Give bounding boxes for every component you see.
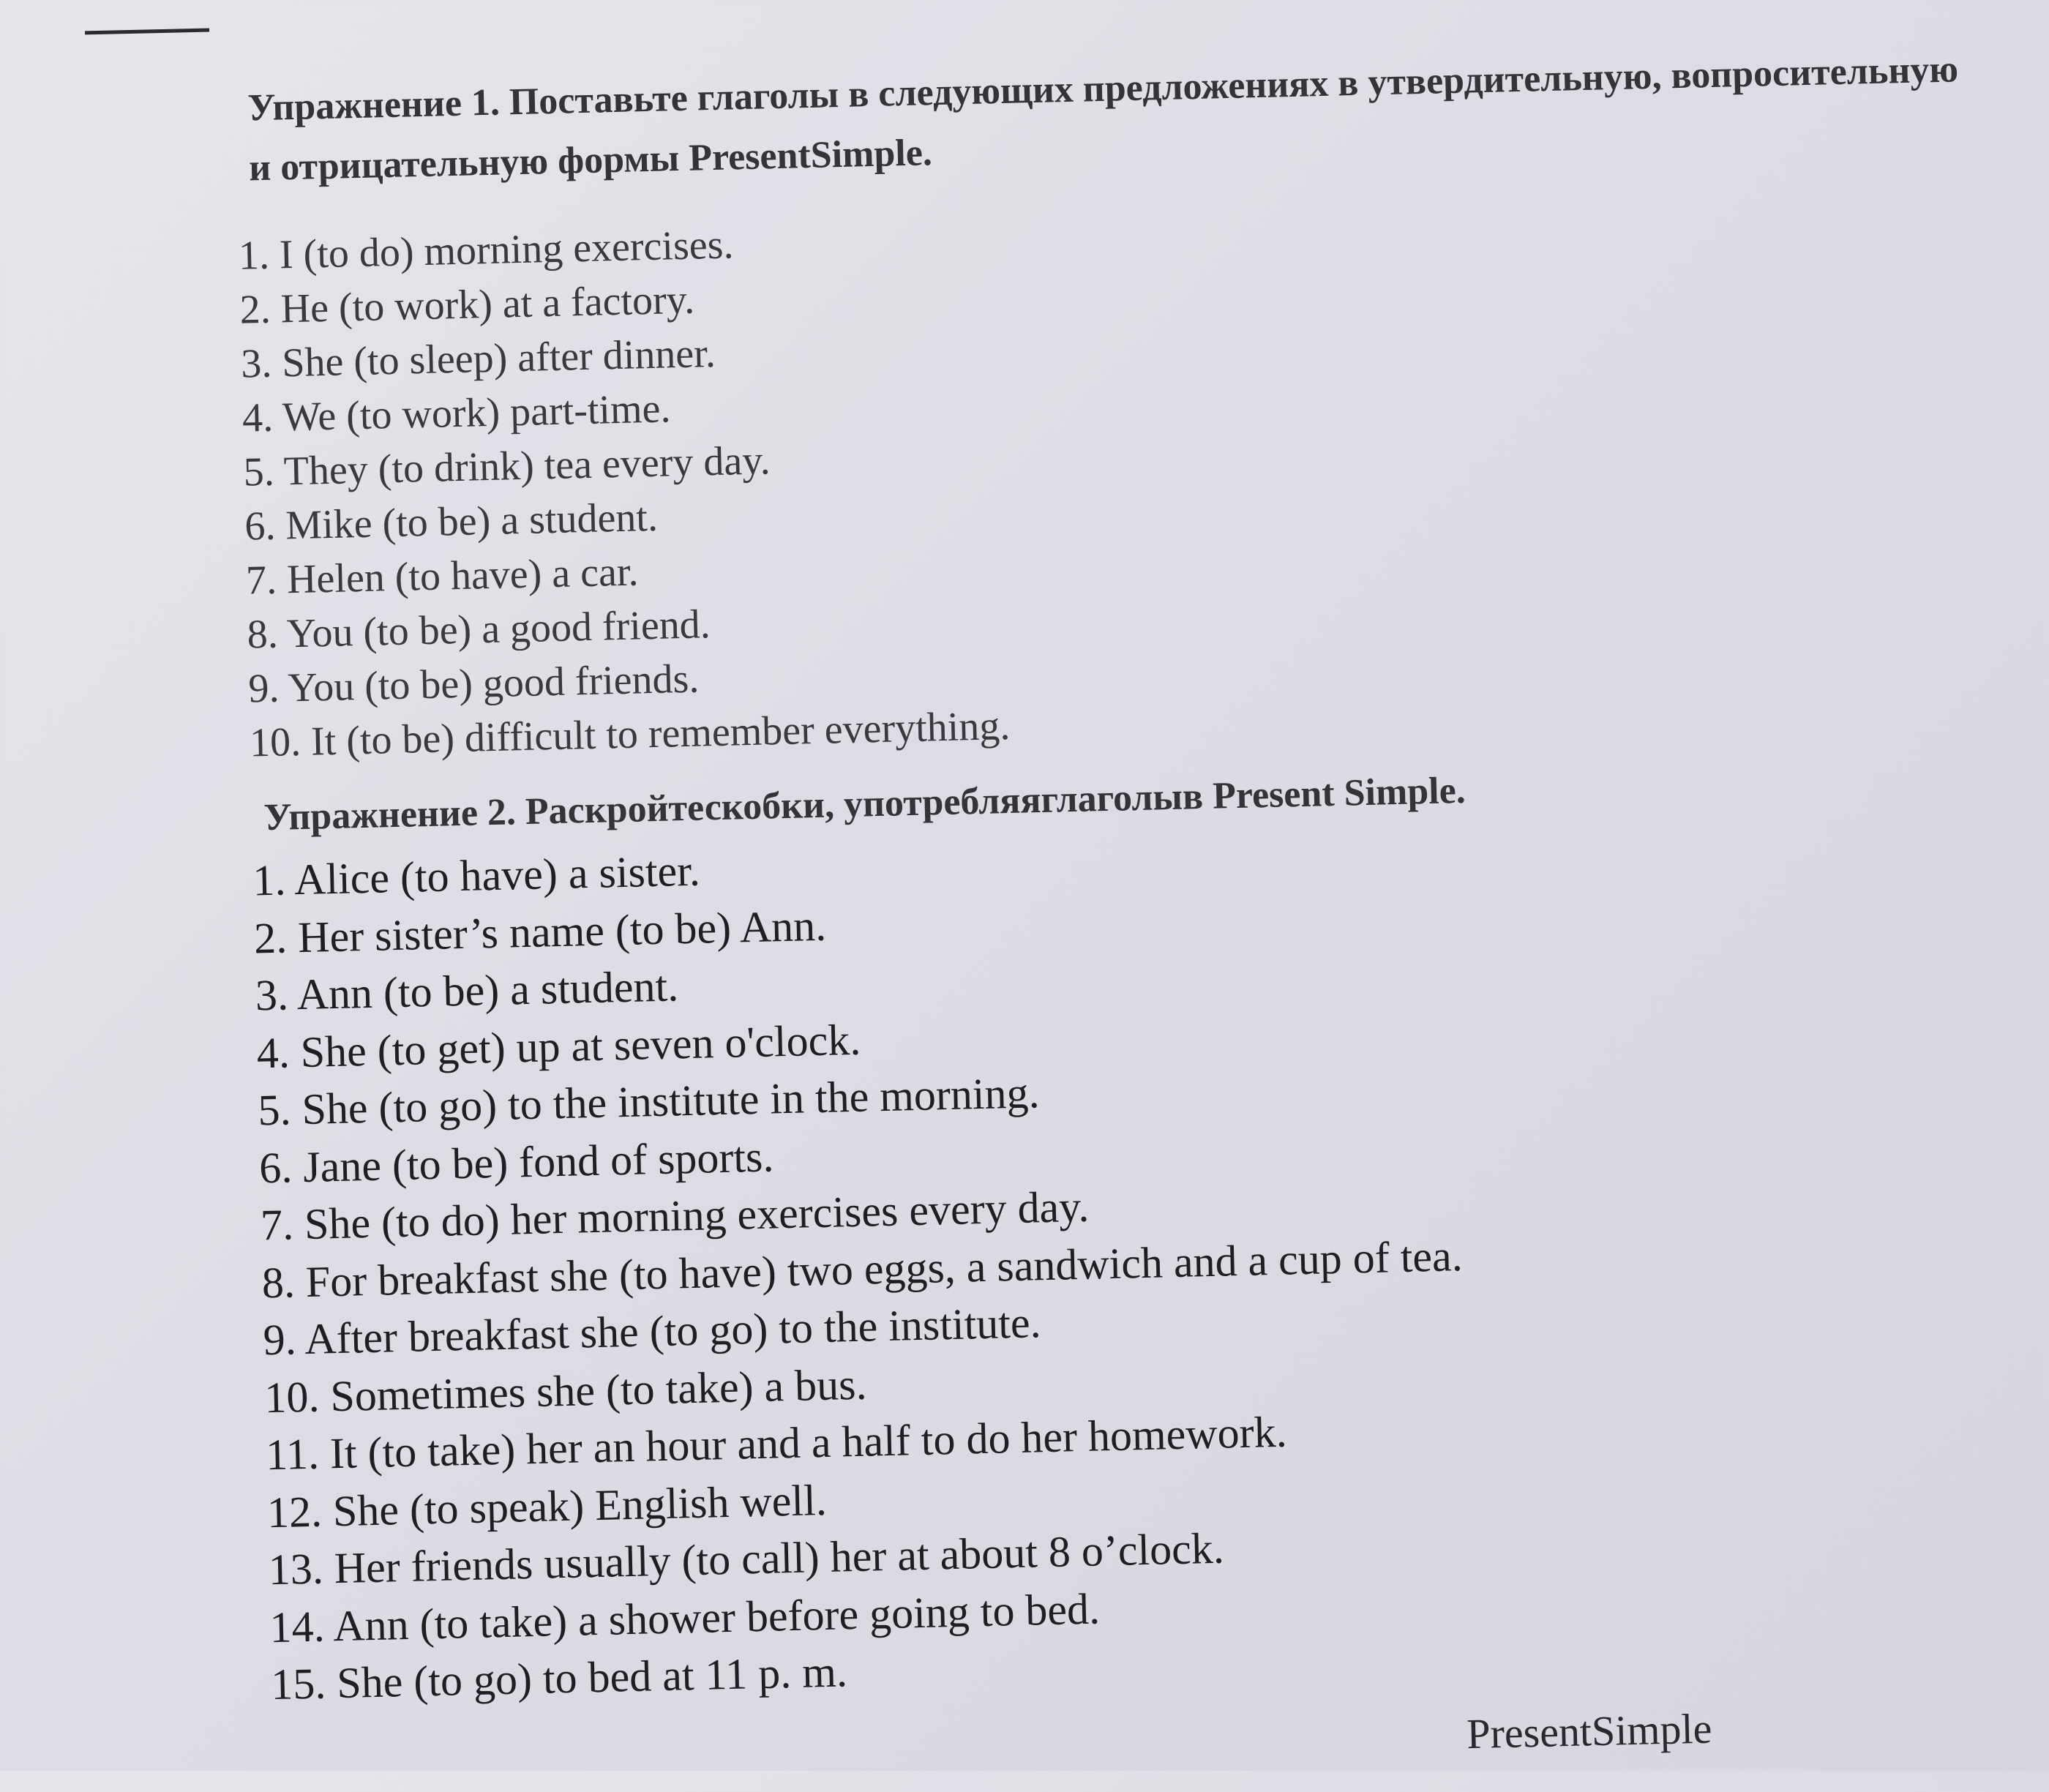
exercise-1-item: 10. It (to be) difficult to remember everything.	[249, 702, 1011, 766]
exercise-2-item: 7. She (to do) her morning exercises every day.	[260, 1182, 1090, 1250]
exercise-1-item: 4. We (to work) part-time.	[241, 386, 672, 441]
exercise-2-item: 13. Her friends usually (to call) her at about 8 o’clock.	[268, 1523, 1225, 1594]
exercise-1-item: 6. Mike (to be) a student.	[244, 494, 659, 550]
exercise-2-item: 8. For breakfast she (to have) two eggs, a sandwich and a cup of tea.	[261, 1231, 1464, 1307]
exercise-2-item: 5. She (to go) to the institute in the morning.	[257, 1068, 1041, 1135]
exercise-2-item: 4. She (to get) up at seven o'clock.	[255, 1015, 861, 1077]
exercise-2-item: 1. Alice (to have) a sister.	[252, 846, 701, 905]
exercise-2-item: 11. It (to take) her an hour and a half to do her homework.	[265, 1407, 1288, 1480]
exercise-2-heading: Упражнение 2. Раскройтескобки, употребляяглаголыв Present Simple.	[263, 769, 1466, 839]
exercise-2-item: 12. She (to speak) English well.	[266, 1475, 828, 1537]
exercise-1-item: 9. You (to be) good friends.	[247, 656, 700, 712]
exercise-2-item: 15. She (to go) to bed at 11 p. m.	[270, 1647, 848, 1709]
exercise-1-item: 1. I (to do) morning exercises.	[238, 222, 735, 279]
exercise-2-item: 2. Her sister’s name (to be) Ann.	[253, 901, 827, 962]
exercise-2-list	[252, 825, 1472, 1713]
exercise-1-item: 3. She (to sleep) after dinner.	[240, 330, 716, 387]
exercise-2-item: 3. Ann (to be) a student.	[255, 961, 679, 1020]
exercise-2-item: 14. Ann (to take) a shower before going to bed.	[269, 1583, 1101, 1652]
exercise-1-list	[238, 211, 1011, 770]
exercise-1-item: 2. He (to work) at a factory.	[239, 277, 695, 333]
exercise-2-item: 9. After breakfast she (to go) to the institute.	[262, 1298, 1042, 1365]
exercise-1-heading: Упражнение 1. Поставьте глаголы в следующих предложениях в утвердительную, вопросительную и отрицательную формы PresentSimple.	[247, 48, 1959, 190]
next-exercise-heading-cut-off: PresentSimple	[1466, 1704, 1713, 1758]
top-rule-line	[85, 29, 209, 35]
exercise-1-item: 7. Helen (to have) a car.	[245, 549, 640, 604]
exercise-2-item: 6. Jane (to be) fond of sports.	[258, 1131, 775, 1192]
exercise-1-item: 8. You (to be) a good friend.	[247, 601, 711, 658]
exercise-1-item: 5. They (to drink) tea every day.	[243, 438, 771, 495]
exercise-2-item: 10. Sometimes she (to take) a bus.	[263, 1360, 868, 1422]
